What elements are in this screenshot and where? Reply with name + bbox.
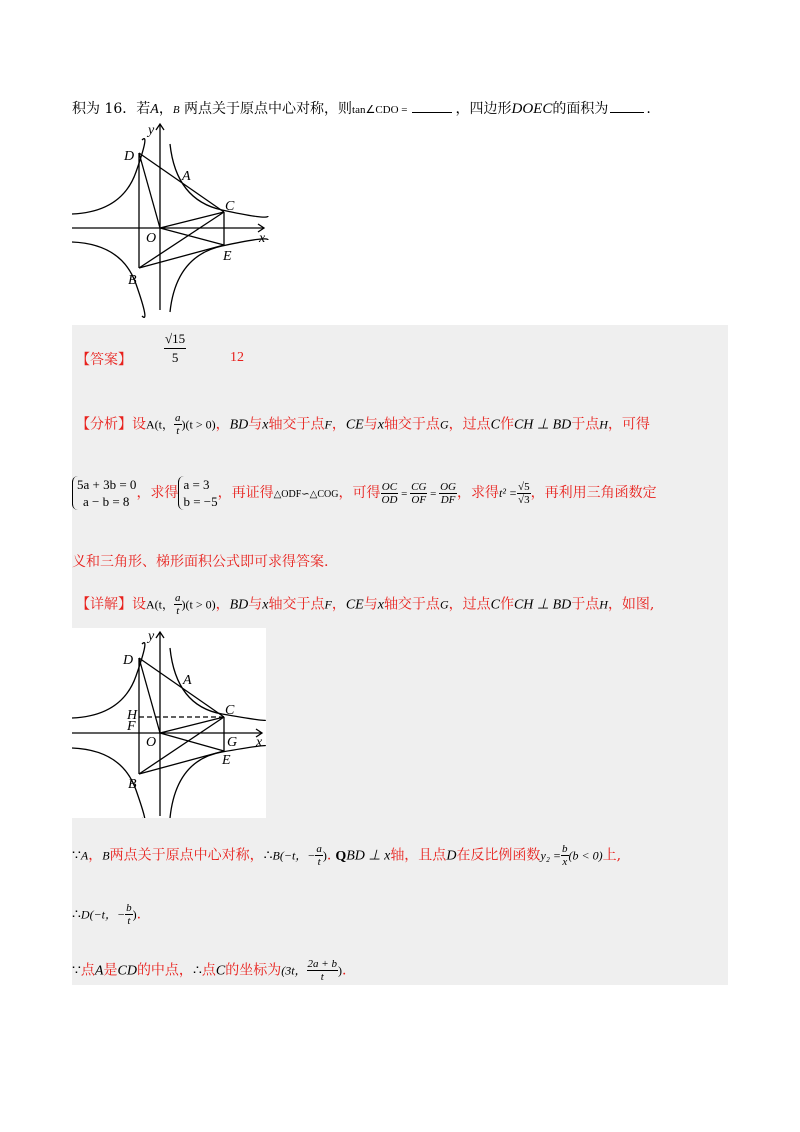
detail-tag: 【详解】 <box>76 596 132 613</box>
text: 上, <box>602 847 622 864</box>
den: t <box>320 971 324 983</box>
paren: ) <box>322 848 327 863</box>
math-bd: BD <box>229 597 249 613</box>
segment-oc <box>160 212 224 228</box>
text: ， <box>215 416 230 433</box>
num: √5 <box>518 480 530 493</box>
text: 轴，且点 <box>390 847 447 864</box>
question-after-blank: ，四边形 <box>455 101 512 117</box>
math-g: G <box>439 417 449 432</box>
text: 于点 <box>571 416 600 433</box>
text: 于点 <box>571 596 600 613</box>
text: ，求得 <box>136 485 179 501</box>
math-x: x <box>262 597 269 613</box>
text: ，再证得 <box>217 485 274 501</box>
math-f: F <box>324 417 332 432</box>
point-b-coord: B(−t，− <box>272 848 316 863</box>
math-a: A <box>80 848 89 863</box>
figure-2 <box>72 628 266 818</box>
num: a <box>175 592 181 604</box>
point-a-coord: A(t， <box>146 597 174 612</box>
segment-do <box>139 658 160 733</box>
point-d-coord: D(−t，− <box>80 907 126 922</box>
analysis-tag: 【分析】 <box>76 416 132 433</box>
t-squared-value <box>517 481 531 506</box>
because-symbol: ∵ <box>72 963 81 979</box>
den: t <box>176 605 180 617</box>
eq-2: a − b = 8 <box>83 494 130 509</box>
den: DF <box>440 493 456 506</box>
text: 轴交于点 <box>268 596 325 613</box>
den: x <box>562 856 568 868</box>
segment-be <box>139 751 224 774</box>
y2-expr: y₂ = <box>540 848 562 863</box>
den: t <box>127 915 131 927</box>
text: ， <box>331 596 346 613</box>
fraction-b-over-t <box>125 902 133 927</box>
text: 与 <box>363 596 378 613</box>
fraction-2a-plus-b-over-t <box>307 958 338 983</box>
num: CG <box>411 480 427 493</box>
point-c-coord: (3t， <box>281 963 307 978</box>
answer-value-2: 12 <box>230 350 244 365</box>
den: OD <box>381 493 398 506</box>
fig2-label-f: F <box>127 719 136 734</box>
math-f: F <box>324 597 332 612</box>
analysis-line-2: 5a + 3b = 0 a − b = 8 ，求得 a = 3 b = −5 ，再证得△ODF∽△COG，可得 $\frac{OC}{OD}$ = $\frac{CG}{OF}$ = $\frac{OG}{DF}$ ，求得t² = $\frac{√5}{√3}$ ，再利用三角函数定 <box>72 476 657 510</box>
text: 的中点， <box>136 962 193 979</box>
hyperbola-q4 <box>170 746 266 818</box>
text: 两点关于原点中心对称， <box>109 847 264 864</box>
point-a-coord: A(t， <box>146 417 174 432</box>
fig1-label-y: y <box>148 123 155 138</box>
fraction-a-over-t <box>315 843 323 868</box>
question-line <box>72 98 651 118</box>
math-bd: BD <box>229 417 249 433</box>
fig2-label-e: E <box>222 753 231 768</box>
math-c: C <box>490 597 500 613</box>
den: √3 <box>518 493 530 506</box>
segment-be <box>139 245 224 268</box>
equation-system-1 <box>72 476 136 510</box>
paren: ) <box>132 907 137 922</box>
text: 的坐标为 <box>225 962 282 979</box>
math-cd: CD <box>117 963 137 979</box>
segment-oe <box>160 733 224 751</box>
math-c: C <box>490 417 500 433</box>
den: OF <box>411 493 427 506</box>
fig2-label-h: H <box>127 708 138 723</box>
math-perp: CH ⊥ BD <box>513 597 572 613</box>
text: ， <box>331 416 346 433</box>
paren: ) <box>337 963 342 978</box>
num: b <box>126 902 132 914</box>
math-d: D <box>446 848 457 864</box>
detail-line-1 <box>76 592 654 617</box>
text: 作 <box>499 416 514 433</box>
fig2-label-d: D <box>123 653 134 668</box>
fraction-a-over-t <box>174 412 182 437</box>
ratio-og-df <box>439 481 457 506</box>
analysis-line-3: 义和三角形、梯形面积公式即可求得答案. <box>72 554 329 570</box>
math-b: B <box>102 848 110 863</box>
text: 点 <box>80 962 95 979</box>
text: . <box>136 906 142 923</box>
condition: )(t > 0) <box>181 597 216 612</box>
fig1-label-d: D <box>124 149 135 164</box>
math-a: A <box>94 963 104 979</box>
num: OG <box>440 480 456 493</box>
segment-do <box>139 153 160 228</box>
math-bd-perp-x: BD ⊥ x <box>346 848 391 864</box>
fraction-b-over-x <box>561 843 569 868</box>
condition: (b < 0) <box>568 848 603 863</box>
segment-oc <box>160 717 224 733</box>
fig2-label-a: A <box>183 673 192 688</box>
math-x: x <box>377 417 384 433</box>
text: ，再利用三角函数定 <box>530 485 657 501</box>
detail-line-4 <box>72 958 346 983</box>
math-ce: CE <box>345 597 364 613</box>
frac-num: a <box>175 412 181 424</box>
text: . <box>326 847 332 864</box>
answer-fraction-num: √15 <box>164 330 186 349</box>
detail-line-2 <box>72 843 621 868</box>
question-mid: 两点关于原点中心对称，则 <box>184 101 353 117</box>
q-symbol: Q <box>335 848 347 864</box>
equation-system-2 <box>178 476 217 510</box>
text: ，求得 <box>457 485 499 501</box>
answer-tag: 【答案】 <box>76 352 132 368</box>
fig2-label-y: y <box>148 629 155 644</box>
fig1-label-e: E <box>223 249 232 264</box>
text: ，如图, <box>607 596 655 613</box>
point-b-label: B <box>172 104 180 116</box>
text: 轴交于点 <box>268 416 325 433</box>
math-perp: CH ⊥ BD <box>513 417 572 433</box>
text: 设 <box>132 596 146 613</box>
fig2-label-c: C <box>225 703 235 718</box>
question-end: . <box>646 101 651 117</box>
math-x: x <box>377 597 384 613</box>
answer-blank-2 <box>610 100 644 113</box>
text: 轴交于点 <box>383 416 440 433</box>
num: b <box>562 843 568 855</box>
t-squared: t² = <box>499 486 518 500</box>
math-x: x <box>262 417 269 433</box>
fig2-label-x: x <box>256 735 263 750</box>
num: a <box>316 843 322 855</box>
text: 点 <box>201 962 216 979</box>
num: 2a + b <box>307 958 337 970</box>
fig1-label-a: A <box>182 169 191 184</box>
text: ， <box>215 596 230 613</box>
text: 作 <box>499 596 514 613</box>
answer-fraction <box>164 330 186 367</box>
question-area-text: 的面积为 <box>552 101 609 117</box>
math-g: G <box>439 597 449 612</box>
quadrilateral-name: DOEC <box>511 101 553 117</box>
text: 是 <box>103 962 118 979</box>
condition: )(t > 0) <box>181 417 216 432</box>
text: 与 <box>248 416 263 433</box>
therefore-symbol: ∴ <box>72 907 81 923</box>
fig1-label-b: B <box>128 273 137 288</box>
text: ，过点 <box>448 596 491 613</box>
detail-line-3 <box>72 902 141 927</box>
ratio-cg-of <box>410 481 427 506</box>
den: t <box>317 856 321 868</box>
question-lead: 积为 16．若 <box>72 101 151 117</box>
tan-expression: tan∠CDO = <box>352 104 408 116</box>
ratio-oc-od <box>381 481 399 506</box>
text: ，可得 <box>338 485 381 501</box>
answer-line <box>76 349 132 369</box>
therefore-symbol: ∴ <box>192 963 202 979</box>
therefore-symbol: ∴ <box>263 848 273 864</box>
fraction-a-over-t <box>174 592 182 617</box>
fig2-label-o: O <box>146 735 157 750</box>
segment-dc <box>139 658 224 717</box>
text: 与 <box>363 416 378 433</box>
eq-b: b = −5 <box>183 494 218 509</box>
math-h: H <box>599 597 608 612</box>
text: . <box>341 962 347 979</box>
fig1-label-x: x <box>259 231 266 246</box>
segment-oe <box>160 228 224 245</box>
hyperbola-q4 <box>170 239 268 312</box>
text: ，过点 <box>448 416 491 433</box>
similar-triangles: △ODF∽△COG <box>273 489 339 500</box>
frac-den: t <box>176 425 180 437</box>
eq-a: a = 3 <box>183 477 210 492</box>
text: 与 <box>248 596 263 613</box>
text: 轴交于点 <box>383 596 440 613</box>
fig2-label-b: B <box>128 777 137 792</box>
fig2-label-g: G <box>227 735 238 750</box>
hyperbola-q2 <box>72 643 145 718</box>
math-ce: CE <box>345 417 364 433</box>
figure-1 <box>72 120 272 320</box>
answer-fraction-den: 5 <box>171 350 179 365</box>
eq-1: 5a + 3b = 0 <box>77 477 137 492</box>
math-c: C <box>215 963 226 979</box>
text: ， <box>88 847 103 864</box>
answer-blank-1 <box>412 100 452 113</box>
fig1-label-c: C <box>225 199 235 214</box>
num: OC <box>381 480 398 493</box>
because-symbol: ∵ <box>72 848 81 864</box>
text: ，可得 <box>607 416 650 433</box>
fig1-label-o: O <box>146 231 157 246</box>
point-a-label: A <box>150 102 159 117</box>
analysis-line-1 <box>76 412 650 437</box>
comma: ， <box>158 101 173 117</box>
text: 在反比例函数 <box>456 847 541 864</box>
text: 设 <box>132 416 146 433</box>
math-h: H <box>599 417 608 432</box>
